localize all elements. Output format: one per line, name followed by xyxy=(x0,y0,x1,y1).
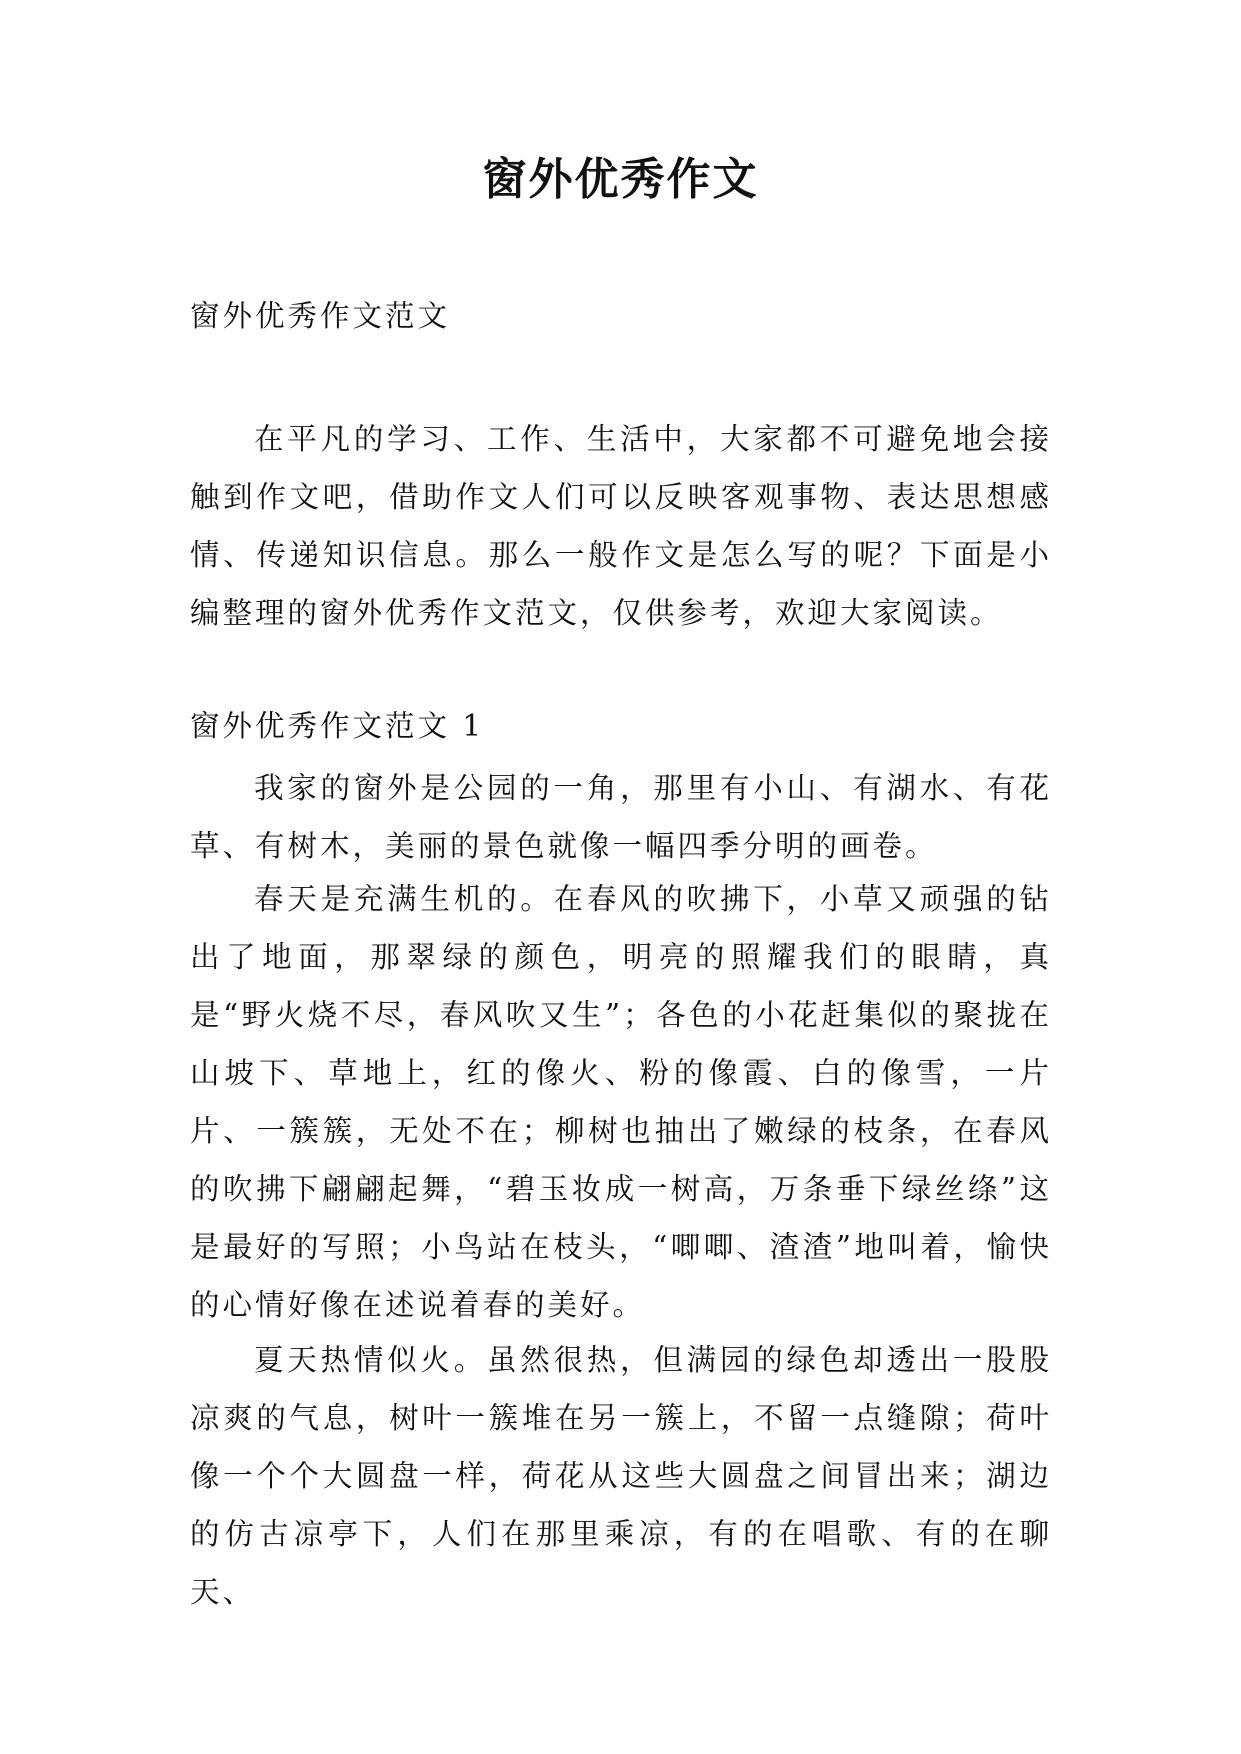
body-paragraph-1: 我家的窗外是公园的一角，那里有小山、有湖水、有花草、有树木，美丽的景色就像一幅四季分明的画卷。 xyxy=(190,771,1052,863)
document-title: 窗外优秀作文 xyxy=(482,154,759,205)
intro-paragraph: 在平凡的学习、工作、生活中，大家都不可避免地会接触到作文吧，借助作文人们可以反映客观事物、表达思想感情、传递知识信息。那么一般作文是怎么写的呢？下面是小编整理的窗外优秀作文范文，仅供参考，欢迎大家阅读。 xyxy=(190,422,1052,630)
section-heading: 窗外优秀作文范文 1 xyxy=(190,709,485,743)
document-subtitle: 窗外优秀作文范文 xyxy=(190,299,451,333)
body-paragraph-3: 夏天热情似火。虽然很热，但满园的绿色却透出一股股凉爽的气息，树叶一簇堆在另一簇上，不留一点缝隙；荷叶像一个个大圆盘一样，荷花从这些大圆盘之间冒出来；湖边的仿古凉亭下，人们在那里乘凉，有的在唱歌、有的在聊天、 xyxy=(190,1343,1052,1609)
body-paragraph-2: 春天是充满生机的。在春风的吹拂下，小草又顽强的钻出了地面，那翠绿的颜色，明亮的照耀我们的眼睛，真是“野火烧不尽，春风吹又生”；各色的小花赶集似的聚拢在山坡下、草地上，红的像火、粉的像霞、白的像雪，一片片、一簇簇，无处不在；柳树也抽出了嫩绿的枝条，在春风的吹拂下翩翩起舞，“碧玉妆成一树高，万条垂下绿丝绦”这是最好的写照；小鸟站在枝头，“唧唧、渣渣”地叫着，愉快的心情好像在述说着春的美好。 xyxy=(190,882,1052,1322)
